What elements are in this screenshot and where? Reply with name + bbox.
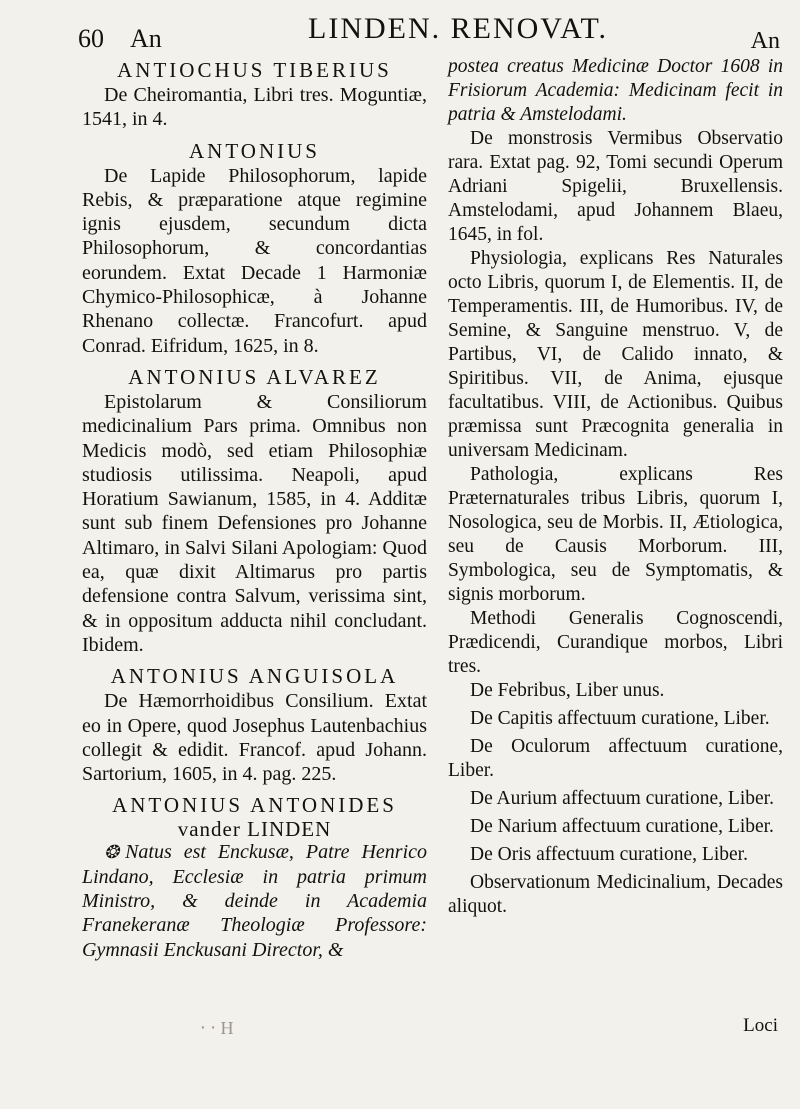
header-left-word: An <box>130 24 162 53</box>
entry-antonius-antonides <box>82 792 427 961</box>
signature-mark: ‧ ‧ H <box>200 1018 234 1038</box>
running-header <box>78 12 780 54</box>
entry-antonius <box>82 138 427 358</box>
biography-text: Natus est Enckusæ, Patre Henrico Lindano, Ecclesiæ in patria primum Ministro, & deinde in Academia Franekeranæ Theologiæ Professore: Gymnasii Enckusani Director, & <box>82 841 427 961</box>
entry-text: Epistolarum & Consiliorum medicinalium Pars prima. Omnibus non Medicis modò, sed etiam Philosophiæ studiosis utilissima. Neapoli, apud Horatium Sawianum, 1585, in 4. Additæ sunt sub finem Defensiones pro Johanne Altimaro, in Salvi Silani Apologiam: Quod ea, quæ dixit Altimarus pro partis defensione contra Salvum, verissima sint, & in oppositum adducta nihil concludant. Ibidem. <box>82 390 427 656</box>
list-item: De Oculorum affectuum curatione, Liber. <box>448 736 783 781</box>
entry-heading: ANTONIUS <box>189 138 320 163</box>
ornament-icon: ❂ <box>104 842 120 863</box>
entry-heading: ANTIOCHUS TIBERIUS <box>117 58 392 82</box>
entry-antonius-alvarez <box>82 364 427 657</box>
work-entry: Methodi Generalis Cognoscendi, Prædicendi, Curandique morbos, Libri tres. <box>448 608 783 677</box>
header-right-word: An <box>750 28 780 54</box>
entry-text: De Lapide Philosophorum, lapide Rebis, & præparatione atque regimine ignis ejusdem, secundum dicta Philosophorum, & concordantias eorundem. Extat Decade 1 Harmoniæ Chymico-Philosophicæ, à Johanne Rhenano collectæ. Francofurt. apud Conrad. Eifridum, 1625, in 8. <box>82 164 427 357</box>
page-number: 60 <box>78 24 104 53</box>
list-item: De Narium affectuum curatione, Liber. <box>470 816 774 837</box>
entry-antiochus-tiberius <box>82 57 427 132</box>
list-item: De Febribus, Liber unus. <box>470 680 665 701</box>
list-item: De Oris affectuum curatione, Liber. <box>470 844 748 865</box>
list-item: De Capitis affectuum curatione, Liber. <box>470 708 770 729</box>
running-title: LINDEN. RENOVAT. <box>308 12 609 45</box>
entry-biography <box>82 840 427 961</box>
entry-subheading: vander LINDEN <box>177 817 332 842</box>
entry-heading: ANTONIUS ALVAREZ <box>128 364 381 389</box>
right-column <box>448 55 783 923</box>
entry-antonius-anguisola <box>82 663 427 786</box>
entry-heading: ANTONIUS ANTONIDES <box>112 793 397 818</box>
works-list <box>448 679 783 919</box>
biography-continuation: postea creatus Medicinæ Doctor 1608 in Frisiorum Academia: Medicinam fecit in patria & Amstelodami. <box>448 56 783 125</box>
work-entry: Pathologia, explicans Res Præternaturales tribus Libris, quorum I, Nosologica, seu de Morbis. II, Ætiologica, seu de Causis Morborum. III, Symbologica, seu de Symptomatis, & signis morborum. <box>448 464 783 605</box>
left-column <box>82 55 427 968</box>
entry-text: De Cheiromantia, Libri tres. Moguntiæ, 1541, in 4. <box>82 84 427 131</box>
list-item: Observationum Medicinalium, Decades aliquot. <box>448 872 783 917</box>
work-entry: Physiologia, explicans Res Naturales octo Libris, quorum I, de Elementis. II, de Temperamentis. III, de Humoribus. IV, de Semine, & Sanguine menstruo. V, de Partibus, VI, de Calido innato, & Spiritibus. VII, de Anima, ejusque facultatibus. VIII, de Actionibus. Quibus præmissa sunt Præcognita generalia in universam Medicinam. <box>448 248 783 461</box>
entry-text: De Hæmorrhoidibus Consilium. Extat eo in Opere, quod Josephus Lautenbachius collegit & edidit. Francof. apud Johann. Sartorium, 1605, in 4. pag. 225. <box>82 690 427 786</box>
list-item: De Aurium affectuum curatione, Liber. <box>470 788 774 809</box>
work-entry: De monstrosis Vermibus Observatio rara. Extat pag. 92, Tomi secundi Operum Adriani Spigelii, Bruxellensis. Amstelodami, apud Johannem Blaeu, 1645, in fol. <box>448 128 783 245</box>
catchword: Loci <box>743 1015 778 1036</box>
entry-heading: ANTONIUS ANGUISOLA <box>110 664 399 689</box>
